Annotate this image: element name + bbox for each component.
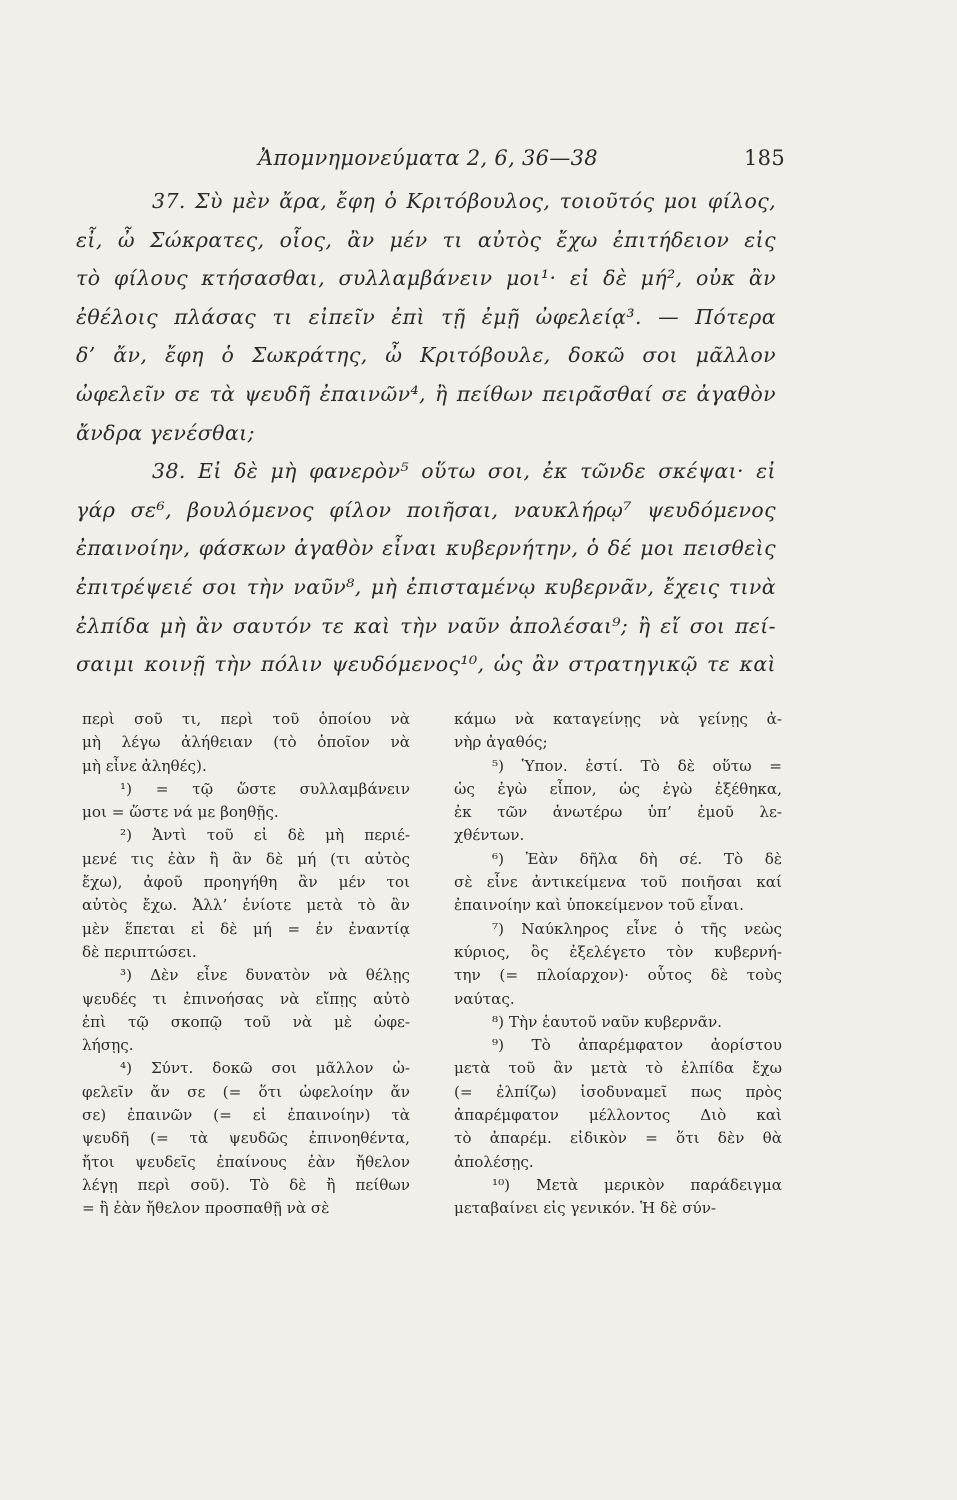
running-header (258, 146, 785, 170)
text-line: γάρ σε⁶, βουλόμενος φίλον ποιῆσαι, ναυκλήρῳ⁷ ψευδόμενος (76, 497, 776, 522)
text-line: σαιμι κοινῇ τὴν πόλιν ψευδόμενος¹⁰, ὡς ἂν στρατηγικῷ τε καὶ (76, 652, 776, 677)
text-line: ἐπιτρέψειέ σοι τὴν ναῦν⁸, μὴ ἐπισταμένῳ κυβερνᾶν, ἔχεις τινὰ (76, 574, 776, 599)
text-line: ἐθέλοις πλάσας τι εἰπεῖν ἐπὶ τῇ ἐμῇ ὠφελείᾳ³. — Πότερα (76, 304, 776, 329)
footnotes-right-column (454, 708, 782, 1221)
footnote-line: σὲ εἶνε ἀντικείμενα τοῦ ποιῆσαι καί (454, 873, 782, 892)
footnote-line: ψευδῆ (= τὰ ψευδῶς ἐπινοηθέντα, (82, 1129, 410, 1148)
footnote-line: μεταβαίνει εἰς γενικόν. Ἡ δὲ σύν- (454, 1199, 717, 1218)
text-line: ἐλπίδα μὴ ἂν σαυτόν τε καὶ τὴν ναῦν ἀπολέσαι⁹; ἢ εἴ σοι πεί- (76, 613, 776, 638)
text-line: ἐπαινοίην, φάσκων ἀγαθὸν εἶναι κυβερνήτην, ὁ δέ μοι πεισθεὶς (76, 536, 776, 561)
footnote-line: ⁶) Ἐὰν δῆλα δὴ σέ. Τὸ δὲ (492, 849, 782, 868)
footnote-line: ⁵) Ὑπον. ἐστί. Τὸ δὲ οὕτω = (492, 756, 782, 775)
footnote-line: μοι = ὥστε νά με βοηθῇς. (82, 803, 279, 822)
footnote-line: ὡς ἐγὼ εἶπον, ὡς ἐγὼ ἐξέθηκα, (454, 779, 782, 798)
footnote-line: λήσῃς. (82, 1036, 134, 1055)
footnote-line: την (= πλοίαρχον)· οὗτος δὲ τοὺς (454, 966, 782, 985)
footnote-line: φελεῖν ἄν σε (= ὅτι ὠφελοίην ἄν (82, 1082, 410, 1101)
footnote-line: αὐτὸς ἔχω. Ἀλλ’ ἐνίοτε μετὰ τὸ ἂν (82, 896, 410, 915)
footnote-line: ψευδές τι ἐπινοήσας νὰ εἴπῃς αὐτὸ (82, 989, 410, 1008)
main-text (76, 182, 776, 684)
footnote-line: δὲ περιπτώσει. (82, 942, 197, 961)
footnote-line: ⁹) Τὸ ἀπαρέμφατον ἀορίστου (492, 1036, 782, 1055)
footnote-line: χθέντων. (454, 826, 525, 845)
running-title: Ἀπομνημονεύματα 2, 6, 36—38 (258, 146, 598, 170)
footnote-line: ἀπολέσῃς. (454, 1152, 534, 1171)
footnote-line: (= ἐλπίζω) ἰσοδυναμεῖ πως πρὸς (454, 1082, 782, 1101)
footnote-line: ⁷) Ναύκληρος εἶνε ὁ τῆς νεὼς (492, 919, 782, 938)
footnote-line: κάμω νὰ καταγείνῃς νὰ γείνῃς ἀ- (454, 710, 782, 728)
footnote-line: μὲν ἕπεται εἰ δὲ μή = ἐν ἐναντίᾳ (82, 919, 410, 938)
text-line: τὸ φίλους κτήσασθαι, συλλαμβάνειν μοι¹· εἰ δὲ μή², οὐκ ἂν (76, 266, 776, 291)
footnote-line: μὴ εἶνε ἀληθές). (82, 756, 207, 775)
page-number: 185 (744, 146, 785, 170)
footnote-line: μετὰ τοῦ ἂν μετὰ τὸ ἐλπίδα ἔχω (454, 1059, 782, 1078)
footnote-line: ¹) = τῷ ὥστε συλλαμβάνειν (120, 779, 410, 798)
footnote-line: λέγῃ περὶ σοῦ). Τὸ δὲ ἢ πείθων (82, 1175, 410, 1194)
footnote-line: ἐπαινοίην καὶ ὑποκείμενον τοῦ εἶναι. (454, 896, 744, 915)
footnote-line: ναύτας. (454, 989, 515, 1008)
footnote-line: ¹⁰) Μετὰ μερικὸν παράδειγμα (492, 1175, 782, 1194)
footnote-line: ⁴) Σύντ. δοκῶ σοι μᾶλλον ὠ- (120, 1059, 410, 1078)
footnote-line: ⁸) Τὴν ἑαυτοῦ ναῦν κυβερνᾶν. (492, 1012, 723, 1031)
footnote-line: νὴρ ἀγαθός; (454, 733, 548, 752)
footnote-line: μὴ λέγω ἀλήθειαν (τὸ ὁποῖον νὰ (82, 733, 410, 752)
text-line: ὠφελεῖν σε τὰ ψευδῆ ἐπαινῶν⁴, ἢ πείθων πειρᾶσθαί σε ἀγαθὸν (76, 381, 776, 406)
text-line: ἄνδρα γενέσθαι; (76, 420, 255, 445)
footnote-line: ἐπὶ τῷ σκοπῷ τοῦ νὰ μὲ ὠφε- (82, 1012, 410, 1031)
text-line: 38. Εἰ δὲ μὴ φανερὸν⁵ οὕτω σοι, ἐκ τῶνδε σκέψαι· εἰ (152, 459, 776, 484)
footnote-line: = ἢ ἐὰν ἤθελον προσπαθῇ νὰ σὲ (82, 1199, 330, 1218)
footnote-line: ἀπαρέμφατον μέλλοντος Διὸ καὶ (454, 1106, 782, 1125)
footnote-line: κύριος, ὃς ἐξελέγετο τὸν κυβερνή- (454, 942, 782, 961)
footnote-line: περὶ σοῦ τι, περὶ τοῦ ὁποίου νὰ (82, 710, 410, 728)
footnote-line: ἤτοι ψευδεῖς ἐπαίνους ἐὰν ἤθελον (82, 1152, 410, 1171)
footnotes-left-column (82, 708, 410, 1221)
footnotes (82, 708, 782, 1221)
footnote-line: μενέ τις ἐὰν ἢ ἂν δὲ μή (τι αὐτὸς (82, 849, 410, 868)
footnote-line: ²) Ἀντὶ τοῦ εἰ δὲ μὴ περιέ- (120, 826, 410, 845)
footnote-line: σε) ἐπαινῶν (= εἰ ἐπαινοίην) τὰ (82, 1106, 410, 1125)
text-line: δ’ ἄν, ἔφη ὁ Σωκράτης, ὦ Κριτόβουλε, δοκῶ σοι μᾶλλον (76, 343, 776, 368)
footnote-line: ³) Δὲν εἶνε δυνατὸν νὰ θέλῃς (120, 966, 410, 985)
footnote-line: ἐκ τῶν ἀνωτέρω ὑπ’ ἐμοῦ λε- (454, 803, 782, 822)
text-line: 37. Σὺ μὲν ἄρα, ἔφη ὁ Κριτόβουλος, τοιοῦτός μοι φίλος, (152, 189, 776, 213)
text-line: εἶ, ὦ Σώκρατες, οἷος, ἂν μέν τι αὐτὸς ἔχω ἐπιτήδειον εἰς (76, 227, 776, 252)
footnote-line: τὸ ἀπαρέμ. εἰδικὸν = ὅτι δὲν θὰ (454, 1129, 782, 1148)
footnote-line: ἔχω), ἀφοῦ προηγήθη ἂν μέν τοι (82, 873, 410, 892)
